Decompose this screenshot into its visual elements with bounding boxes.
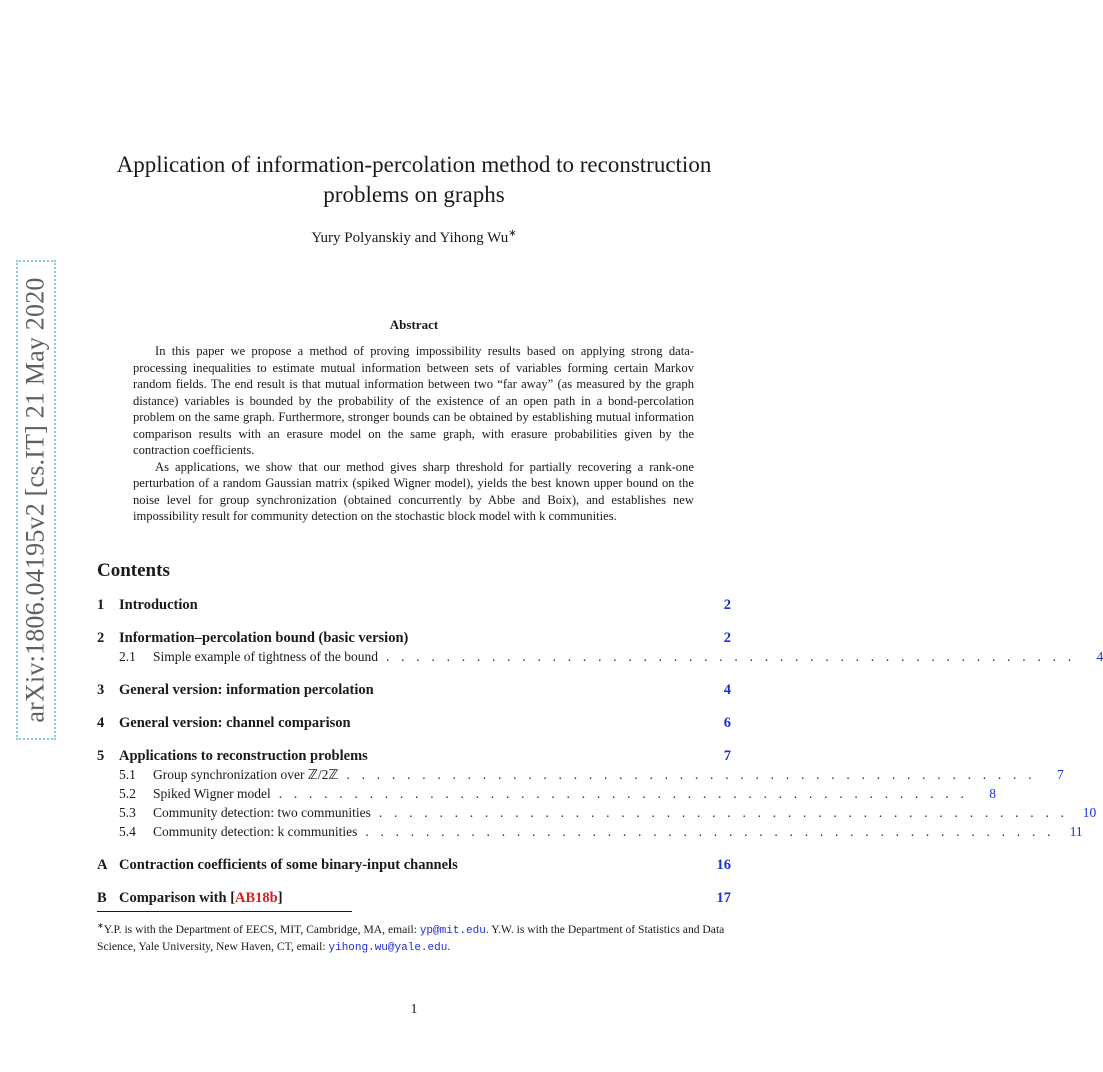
toc-entry[interactable] — [97, 682, 731, 700]
toc-entry[interactable] — [97, 715, 731, 733]
toc-number: 5 — [97, 748, 105, 764]
toc-number: 2 — [97, 630, 105, 646]
toc-label[interactable]: Contraction coefficients of some binary-input channels — [119, 857, 458, 873]
toc-label[interactable]: Group synchronization over ℤ/2ℤ — [153, 767, 339, 782]
toc-entry[interactable] — [97, 630, 731, 648]
toc-entry[interactable] — [97, 857, 731, 875]
email-link-yp[interactable]: yp@mit.edu — [419, 924, 486, 937]
contents-heading: Contents — [97, 560, 170, 581]
arxiv-stamp — [16, 260, 56, 740]
toc-page[interactable]: 8 — [989, 786, 997, 801]
toc-page[interactable]: 11 — [1069, 824, 1083, 839]
citation-link[interactable]: AB18b — [235, 890, 278, 906]
toc-number: B — [97, 890, 107, 906]
title-line-2: problems on graphs — [323, 182, 505, 207]
toc-leader: . . . . . . . . . . . . . . . . . . . . . . . . . . . . . . . . . . . . . . . . . . . . . . — [278, 786, 969, 801]
toc-number: A — [97, 857, 108, 873]
email-link-yw[interactable]: yihong.wu@yale.edu — [328, 942, 448, 955]
toc-leader: . . . . . . . . . . . . . . . . . . . . . . . . . . . . . . . . . . . . . . . . . . . . . . — [385, 649, 1076, 664]
toc-number: 4 — [97, 715, 105, 731]
toc-leader: . . . . . . . . . . . . . . . . . . . . . . . . . . . . . . . . . . . . . . . . . . . . . . — [378, 805, 1069, 820]
abstract-paragraph-2: As applications, we show that our method gives sharp threshold for partially recovering a rank-one perturbation of a random Gaussian matrix (spiked Wigner model), yields the best known upper bound on the noise level for group synchronization (obtained concurrently by Abbe and Boix), and establishes new impossibility result for community detection on the stochastic block model with k communities. — [133, 459, 694, 523]
footnote-rule — [97, 911, 352, 912]
toc-page[interactable]: 2 — [723, 597, 731, 613]
footnote-mark: ∗ — [97, 921, 104, 930]
paper-title — [80, 150, 748, 210]
toc-entry[interactable] — [97, 767, 1064, 785]
toc-number: 5.4 — [119, 824, 136, 839]
toc-entry[interactable] — [97, 890, 731, 908]
toc-number: 3 — [97, 682, 105, 698]
author-names: Yury Polyanskiy and Yihong Wu — [311, 230, 509, 246]
toc-number: 5.1 — [119, 767, 136, 782]
toc-label[interactable]: Community detection: two communities — [153, 805, 371, 820]
toc-page[interactable]: 10 — [1082, 805, 1097, 820]
toc-entry[interactable] — [97, 748, 731, 766]
toc-label[interactable]: Spiked Wigner model — [153, 786, 271, 801]
toc-label-text: Comparison with — [119, 890, 227, 906]
abstract-paragraph-1: In this paper we propose a method of proving impossibility results based on applying strong data-processing inequalities to estimate mutual information between sets of variables forming certain Markov random fields. The end result is that mutual information between two “far away” (as measured by the graph distance) variables is bounded by the probability of the existence of an open path in a bond-percolation problem on the same graph. Furthermore, stronger bounds can be obtained by establishing mutual information comparison results with an erasure model on the same graph, with erasure probabilities given by the contraction coefficients. — [133, 344, 694, 457]
toc-entry[interactable] — [97, 824, 1083, 842]
toc-label[interactable]: General version: channel comparison — [119, 715, 351, 731]
page-number: 1 — [410, 1002, 418, 1017]
toc-page[interactable]: 6 — [723, 715, 731, 731]
toc-leader: . . . . . . . . . . . . . . . . . . . . . . . . . . . . . . . . . . . . . . . . . . . . . . — [365, 824, 1055, 839]
author-footnote-mark[interactable]: ∗ — [508, 228, 517, 239]
toc-label[interactable]: General version: information percolation — [119, 682, 374, 698]
toc-number: 1 — [97, 597, 105, 613]
toc-label[interactable]: Information–percolation bound (basic version) — [119, 630, 409, 646]
toc-entry[interactable] — [97, 805, 1097, 823]
toc-page[interactable]: 4 — [723, 682, 731, 698]
arxiv-identifier: arXiv:1806.04195v2 [cs.IT] 21 May 2020 — [21, 277, 51, 723]
toc-number: 2.1 — [119, 649, 136, 664]
toc-page[interactable]: 2 — [723, 630, 731, 646]
toc-label[interactable]: Simple example of tightness of the bound — [153, 649, 378, 664]
toc-page[interactable]: 7 — [1057, 767, 1064, 782]
abstract — [133, 343, 694, 525]
toc-number: 5.2 — [119, 786, 136, 801]
toc-entry[interactable] — [97, 649, 1103, 667]
toc-label[interactable]: Applications to reconstruction problems — [119, 748, 368, 764]
toc-page[interactable]: 4 — [1096, 649, 1103, 664]
footnote-text-1: Y.P. is with the Department of EECS, MIT, Cambridge, MA, email: — [103, 922, 420, 936]
toc-leader: . . . . . . . . . . . . . . . . . . . . . . . . . . . . . . . . . . . . . . . . . . . . . . — [346, 767, 1036, 782]
toc-page[interactable]: 16 — [716, 857, 731, 873]
authors — [80, 228, 748, 247]
toc-entry[interactable] — [97, 597, 731, 615]
table-of-contents — [97, 594, 1103, 908]
footnote-text-2: . Y.W. is with the Department of Statistics and Data Science, Yale University, New Haven, CT, email: — [97, 922, 725, 954]
toc-label[interactable]: Introduction — [119, 597, 198, 613]
toc-page[interactable]: 17 — [716, 890, 731, 906]
footnote-text-3: . — [447, 940, 451, 954]
toc-label[interactable]: Comparison with [AB18b] — [119, 890, 283, 906]
toc-label[interactable]: Community detection: k communities — [153, 824, 358, 839]
abstract-heading: Abstract — [389, 317, 439, 332]
toc-number: 5.3 — [119, 805, 136, 820]
title-line-1: Application of information-percolation method to reconstruction — [116, 152, 712, 177]
toc-page[interactable]: 7 — [723, 748, 731, 764]
toc-entry[interactable] — [97, 786, 997, 804]
footnote — [97, 918, 733, 957]
